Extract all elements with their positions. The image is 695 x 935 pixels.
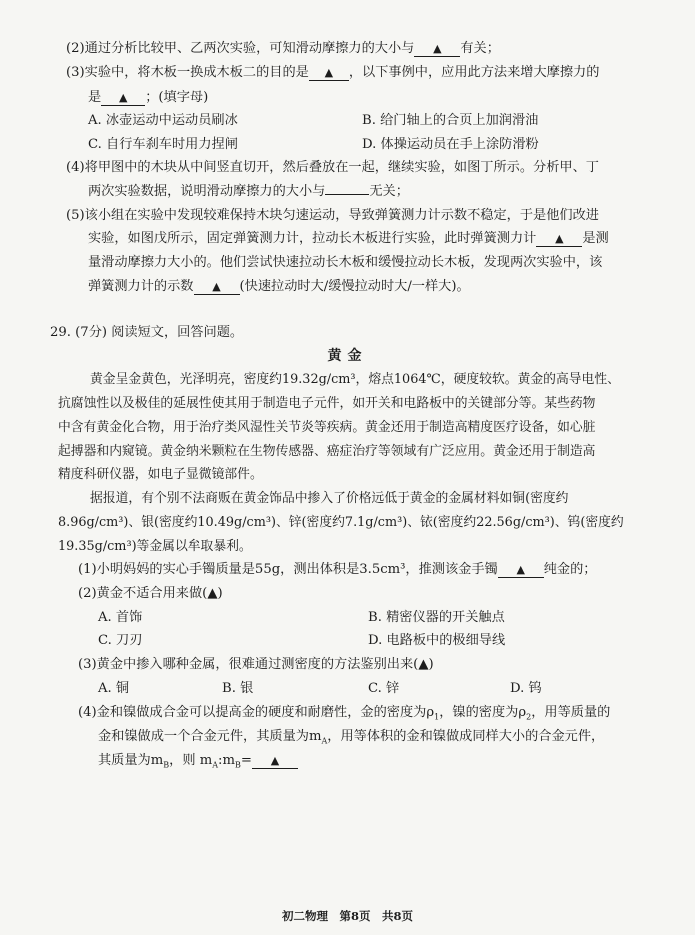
answer-blank: ▲ [536, 232, 582, 247]
page-footer: 初二物理 第8页 共8页 [281, 909, 413, 923]
q29-sub2-option-a: A. 首饰 [98, 610, 143, 625]
q29-sub3-stem: (3)黄金中掺入哪种金属，很难通过测密度的方法鉴别出来(▲) [78, 657, 434, 672]
answer-blank: ▲ [252, 754, 298, 769]
answer-blank: ▲ [194, 280, 240, 295]
q29-sub2-option-c: C. 刀刃 [98, 633, 143, 648]
article-title: 黄金 [327, 348, 368, 364]
article-p1-line5: 精度科研仪器，如电子显微镜部件。 [58, 467, 263, 482]
q28-option-a: A. 冰壶运动中运动员刷冰 [88, 113, 238, 128]
q28-part5-line1: (5)该小组在实验中发现较难保持木块匀速运动，导致弹簧测力计示数不稳定，于是他们改进 [66, 208, 599, 223]
q28-part3-line1: (3)实验中，将木板一换成木板二的目的是 ▲ ，以下事例中，应用此方法来增大摩擦力的 [66, 65, 600, 80]
q28-part3-line2: 是 ▲ ；(填字母) [88, 90, 209, 105]
q29-sub4-line3: 其质量为$m_B$，则 $m_A:m_B=$ ▲ [98, 752, 298, 770]
q29-sub2-stem: (2)黄金不适合用来做(▲) [78, 586, 223, 601]
q28-part5-line4: 弹簧测力计的示数 ▲ (快速拉动时大/缓慢拉动时大/一样大)。 [88, 279, 470, 294]
q29-heading: 29. (7分) 阅读短文，回答问题。 [50, 325, 244, 340]
answer-blank: ▲ [498, 563, 544, 578]
answer-blank [325, 194, 369, 195]
q29-sub2-option-d: D. 电路板中的极细导线 [368, 633, 506, 648]
q29-sub3-option-d: D. 钨 [510, 681, 542, 696]
article-p2-line1: 据报道，有个别不法商贩在黄金饰品中掺入了价格远低于黄金的金属材料如铜(密度约 [90, 491, 569, 506]
answer-blank: ▲ [101, 91, 145, 106]
q28-option-b: B. 给门轴上的合页上加润滑油 [362, 113, 539, 128]
article-p1-line2: 抗腐蚀性以及极佳的延展性使其用于制造电子元件，如开关和电路板中的关键部分等。某些药物 [58, 396, 596, 411]
q28-part2: (2)通过分析比较甲、乙两次实验，可知滑动摩擦力的大小与 ▲ 有关； [66, 41, 500, 56]
article-p1-line1: 黄金呈金黄色，光泽明亮，密度约19.32g/cm³，熔点1064℃，硬度较软。黄金的高导电性、 [90, 372, 620, 387]
article-p1-line4: 起搏器和内窥镜。黄金纳米颗粒在生物传感器、癌症治疗等领域有广泛应用。黄金还用于制造高 [58, 444, 596, 459]
q28-option-d: D. 体操运动员在手上涂防滑粉 [362, 137, 539, 152]
q28-option-c: C. 自行车刹车时用力捏闸 [88, 137, 238, 152]
q28-part5-line2: 实验，如图戊所示，固定弹簧测力计，拉动长木板进行实验，此时弹簧测力计 ▲ 是测 [88, 231, 609, 246]
answer-blank: ▲ [414, 42, 460, 57]
article-p1-line3: 中含有黄金化合物，用于治疗类风湿性关节炎等疾病。黄金还用于制造高精度医疗设备，如心脏 [58, 420, 596, 435]
article-p2-line3: 19.35g/cm³)等金属以牟取暴利。 [58, 539, 252, 554]
q28-part2-text: (2)通过分析比较甲、乙两次实验，可知滑动摩擦力的大小与 [66, 41, 415, 56]
q29-sub4-line2: 金和镍做成一个合金元件，其质量为$m_A$，用等体积的金和镍做成同样大小的合金元件， [98, 729, 605, 746]
q29-sub3-option-a: A. 铜 [98, 681, 130, 696]
q29-sub3-option-c: C. 锌 [368, 681, 400, 696]
q29-sub4-line1: (4)金和镍做成合金可以提高金的硬度和耐磨性，金的密度为$\rho_1$，镍的密度为$\rho_2$，用等质量的 [78, 705, 611, 722]
q29-sub3-option-b: B. 银 [222, 681, 254, 696]
q28-part4-line2: 两次实验数据，说明滑动摩擦力的大小与 无关； [88, 184, 409, 199]
q28-part4-line1: (4)将甲图中的木块从中间竖直切开，然后叠放在一起，继续实验，如图丁所示。分析甲、丁 [66, 160, 599, 175]
article-p2-line2: 8.96g/cm³)、银(密度约10.49g/cm³)、锌(密度约7.1g/cm³)、铱(密度约22.56g/cm³)、钨(密度约 [58, 515, 624, 530]
q29-sub1: (1)小明妈妈的实心手镯质量是55g，测出体积是3.5cm³，推测该金手镯 ▲ 纯金的； [78, 562, 597, 577]
q28-part5-line3: 量滑动摩擦力大小的。他们尝试快速拉动长木板和缓慢拉动长木板，发现两次实验中，该 [88, 255, 603, 270]
q29-sub2-option-b: B. 精密仪器的开关触点 [368, 610, 505, 625]
answer-blank: ▲ [309, 66, 349, 81]
